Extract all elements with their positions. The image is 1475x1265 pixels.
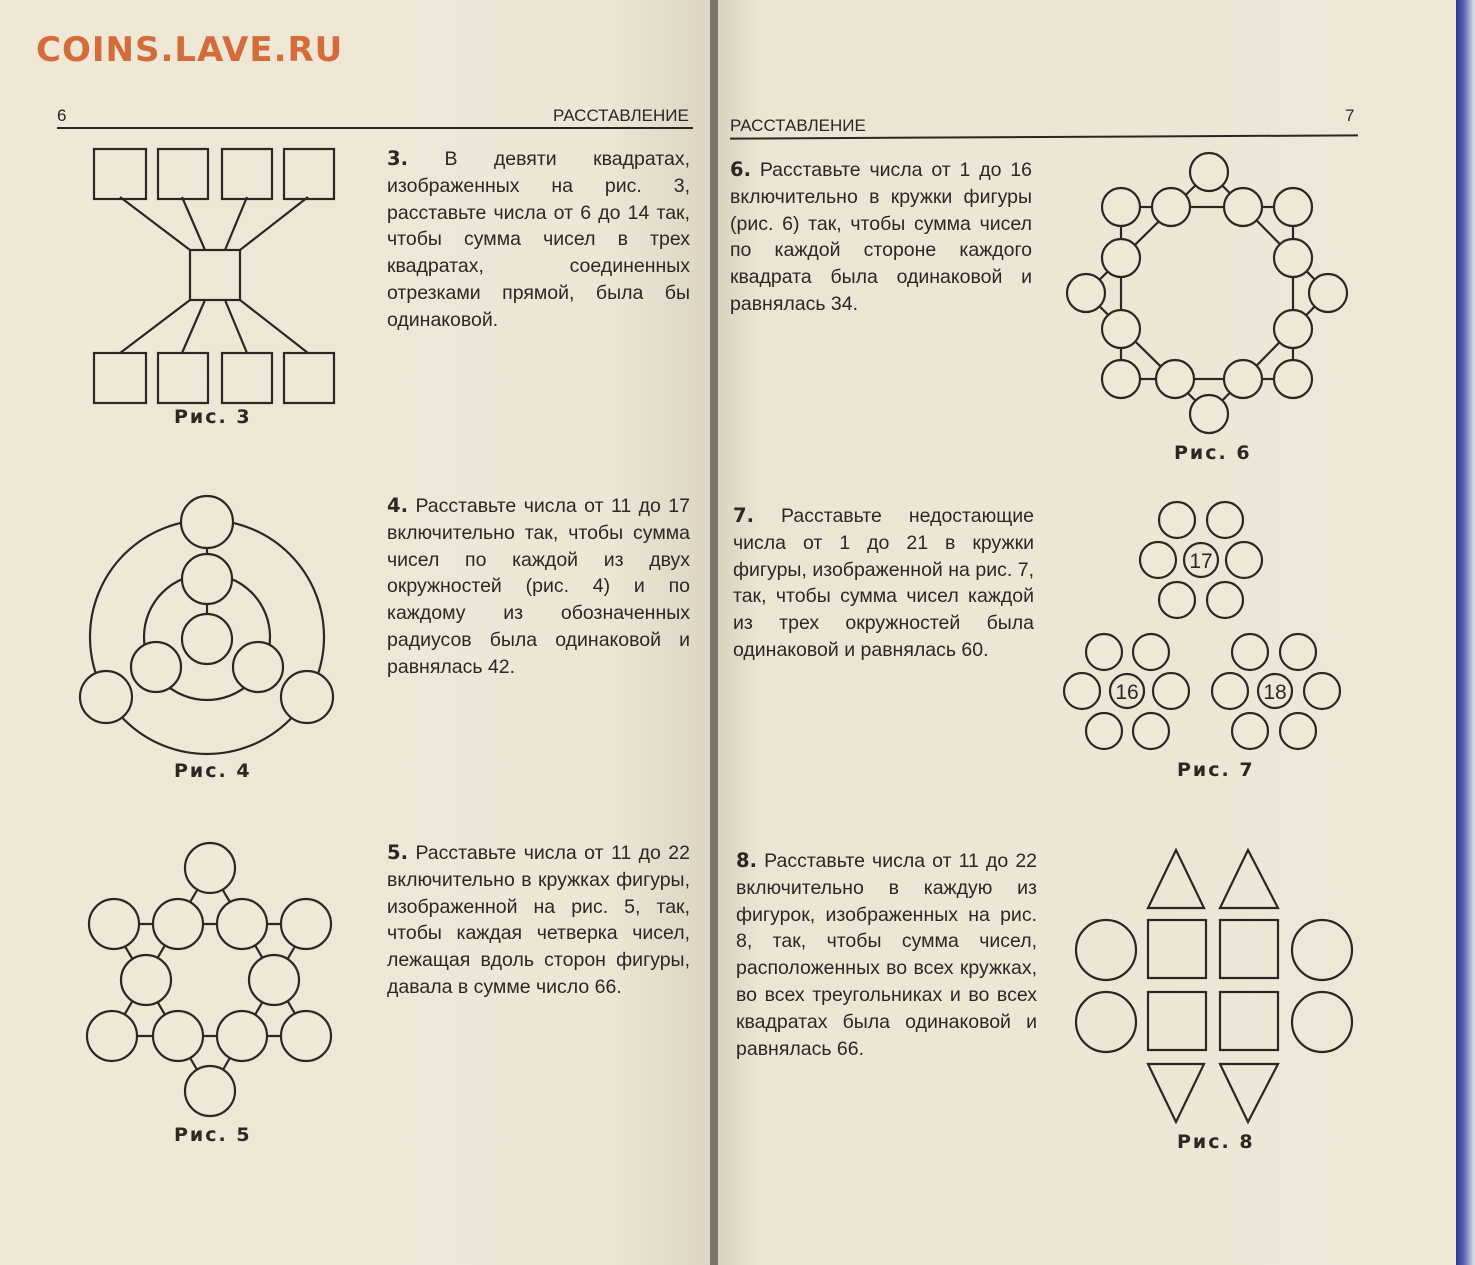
problem-number: 8.: [736, 849, 757, 872]
given-number-17: 17: [1189, 550, 1213, 573]
figure-3-squares: [90, 145, 340, 405]
caption-fig-7: Рис. 7: [1177, 759, 1255, 781]
caption-fig-5: Рис. 5: [174, 1124, 252, 1146]
connector-lines: [120, 197, 308, 353]
problem-number: 5.: [387, 841, 408, 864]
caption-fig-6: Рис. 6: [1174, 442, 1252, 464]
problem-7: [733, 503, 1034, 664]
problem-number: 3.: [387, 147, 408, 170]
caption-fig-3: Рис. 3: [174, 406, 252, 428]
figure-8-shapes: [1072, 846, 1356, 1128]
page-number-left: 6: [57, 106, 67, 125]
page-number-right: 7: [1345, 106, 1355, 125]
running-head-left: РАССТАВЛЕНИЕ: [553, 106, 689, 125]
running-head-right: РАССТАВЛЕНИЕ: [730, 116, 866, 135]
watermark: COINS.LAVE.RU: [36, 30, 344, 70]
problem-number: 7.: [733, 504, 754, 527]
problem-text: Расставьте недостающие числа от 1 до 21 в кружки фигуры, изображенной на рис. 7, так, чтобы сумма чисел каждой из трех окружностей была одинаковой и равнялась 60.: [733, 505, 1035, 661]
problem-8: [736, 848, 1037, 1062]
header-rule-left: [57, 127, 693, 129]
caption-fig-8: Рис. 8: [1177, 1131, 1255, 1153]
problem-4: [387, 493, 690, 681]
given-number-16: 16: [1115, 681, 1139, 704]
given-number-18: 18: [1263, 681, 1287, 704]
problem-text: Расставьте числа от 11 до 22 включительно в каждую из фигурок, изображенных на рис. 8, так, чтобы сумма чисел, расположенных во всех кружках, во всех треугольниках и во всех квадратах была одинаковой и равнялась 66.: [736, 850, 1038, 1060]
figure-7-three-rings: [1060, 500, 1344, 754]
problem-text: Расставьте числа от 11 до 17 включительно так, чтобы сумма чисел по каждой из двух окружностей (рис. 4) и по каждому из обозначенных радиусов была одинаковой и равнялась 42.: [387, 495, 690, 678]
figure-5-star: [84, 840, 336, 1120]
problem-3: [387, 146, 690, 334]
caption-fig-4: Рис. 4: [174, 760, 252, 782]
problem-text: В девяти квадратах, изображенных на рис. 3, расставьте числа от 6 до 14 так, чтобы сумма чисел в трех квадратах, соединенных отрезками прямой, была бы одинаковой.: [387, 148, 690, 331]
problem-number: 6.: [730, 158, 751, 181]
figure-4-circles: [78, 492, 336, 760]
problem-number: 4.: [387, 494, 408, 517]
problem-text: Расставьте числа от 1 до 16 включительно в кружки фигуры (рис. 6) так, чтобы сумма чисел по каждой стороне каждого квадрата была одинаковой и равнялась 34.: [730, 159, 1032, 315]
book-spine: [710, 0, 718, 1265]
problem-text: Расставьте числа от 11 до 22 включительно в кружках фигуры, изображенной на рис. 5, так, чтобы каждая четверка чисел, лежащая вдоль сторон фигуры, давала в сумме число 66.: [387, 842, 690, 998]
problem-6: [730, 157, 1032, 318]
figure-6-squares-of-circles: [1066, 152, 1352, 438]
book-cover-edge: [1456, 0, 1475, 1265]
problem-5: [387, 840, 690, 1001]
